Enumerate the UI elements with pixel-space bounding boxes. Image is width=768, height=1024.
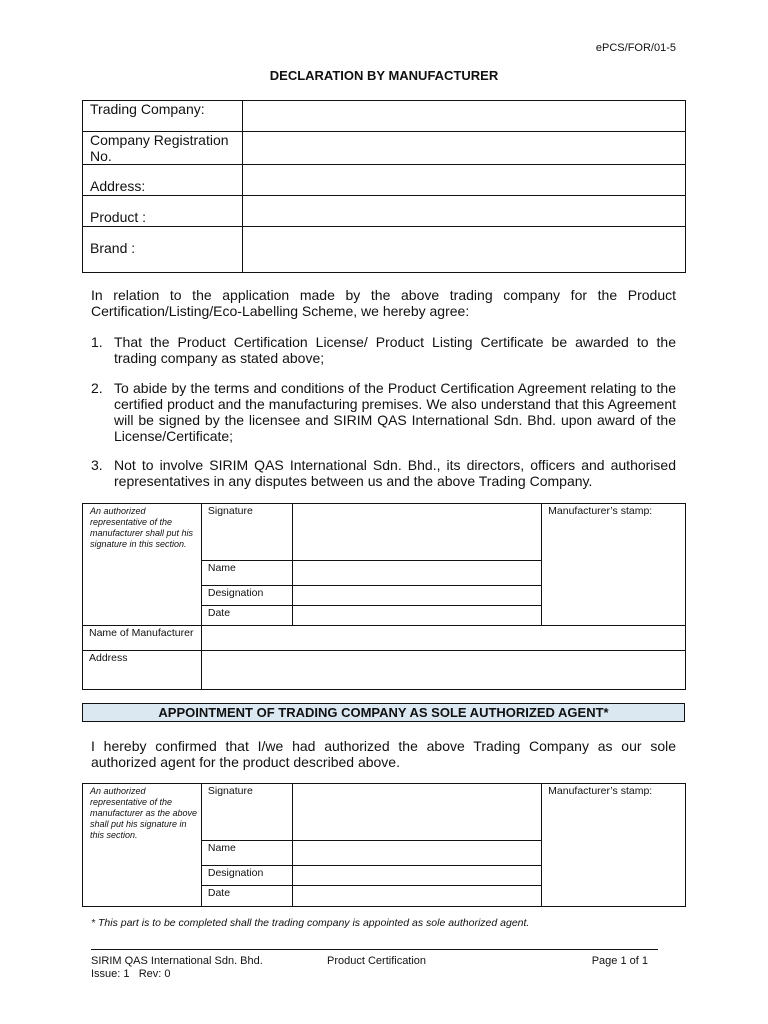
signature-field[interactable] — [292, 784, 541, 841]
date-label: Date — [201, 886, 292, 907]
product-label: Product : — [83, 196, 243, 227]
manufacturer-signature-table — [82, 503, 686, 690]
table-row — [83, 101, 686, 132]
table-row — [83, 784, 686, 841]
address-field[interactable] — [242, 165, 685, 196]
intro-paragraph: In relation to the application made by the above trading company for the Product Certification/Listing/Eco-Labelling Scheme, we hereby agree: — [91, 287, 676, 319]
appointment-paragraph: I hereby confirmed that I/we had authorized the above Trading Company as our sole authorized agent for the product described above. — [91, 738, 676, 770]
table-row — [83, 504, 686, 561]
signature-label: Signature — [201, 784, 292, 841]
list-item-number: 1. — [91, 334, 103, 350]
name-label: Name — [201, 561, 292, 586]
footnote: * This part is to be completed shall the trading company is appointed as sole authorized agent. — [91, 917, 530, 929]
designation-field[interactable] — [292, 866, 541, 886]
table-row — [83, 132, 686, 165]
brand-field[interactable] — [242, 227, 685, 273]
date-field[interactable] — [292, 606, 541, 626]
list-item-text: To abide by the terms and conditions of the Product Certification Agreement relating to the certified product and the manufacturing premises. We also understand that this Agreement will be signed by the licensee and SIRIM QAS International Sdn. Bhd. upon award of the License/Certificate; — [114, 380, 676, 444]
footer-issue: Issue: 1 Rev: 0 — [91, 968, 171, 980]
page-title: DECLARATION BY MANUFACTURER — [269, 68, 499, 83]
designation-field[interactable] — [292, 586, 541, 606]
list-item — [91, 334, 676, 366]
date-label: Date — [201, 606, 292, 626]
list-item — [91, 380, 676, 444]
footer-divider — [91, 949, 658, 950]
table-row — [83, 227, 686, 273]
name-field[interactable] — [292, 841, 541, 866]
signature-field[interactable] — [292, 504, 541, 561]
footer-page-number: Page 1 of 1 — [591, 955, 648, 967]
document-reference: ePCS/FOR/01-5 — [595, 42, 676, 54]
footer-department: Product Certification — [327, 955, 427, 967]
designation-label: Designation — [201, 866, 292, 886]
designation-label: Designation — [201, 586, 292, 606]
company-info-table — [82, 100, 686, 273]
manufacturer-stamp-area[interactable]: Manufacturer’s stamp: — [542, 504, 686, 626]
product-field[interactable] — [242, 196, 685, 227]
manufacturer-address-field[interactable] — [201, 651, 685, 690]
table-row — [83, 626, 686, 651]
registration-no-label: Company Registration No. — [83, 132, 243, 165]
manufacturer-stamp-area[interactable]: Manufacturer’s stamp: — [542, 784, 686, 907]
table-row — [83, 651, 686, 690]
authorization-note: An authorized representative of the manufacturer as the above shall put his signature in this section. — [83, 784, 202, 907]
list-item-number: 3. — [91, 457, 103, 473]
trading-company-field[interactable] — [242, 101, 685, 132]
manufacturer-address-label: Address — [83, 651, 202, 690]
brand-label: Brand : — [83, 227, 243, 273]
table-row — [83, 196, 686, 227]
appointment-banner: APPOINTMENT OF TRADING COMPANY AS SOLE AUTHORIZED AGENT* — [82, 703, 685, 722]
name-label: Name — [201, 841, 292, 866]
table-row — [83, 165, 686, 196]
manufacturer-name-field[interactable] — [201, 626, 685, 651]
list-item-number: 2. — [91, 380, 103, 396]
agent-signature-table — [82, 783, 686, 907]
date-field[interactable] — [292, 886, 541, 907]
footer-company: SIRIM QAS International Sdn. Bhd. — [91, 955, 263, 967]
address-label: Address: — [83, 165, 243, 196]
list-item — [91, 457, 676, 489]
trading-company-label: Trading Company: — [83, 101, 243, 132]
manufacturer-name-label: Name of Manufacturer — [83, 626, 202, 651]
name-field[interactable] — [292, 561, 541, 586]
list-item-text: Not to involve SIRIM QAS International Sdn. Bhd., its directors, officers and authorised representatives in any disputes between us and the above Trading Company. — [114, 457, 676, 489]
list-item-text: That the Product Certification License/ Product Listing Certificate be awarded to the trading company as stated above; — [114, 334, 676, 366]
signature-label: Signature — [201, 504, 292, 561]
registration-no-field[interactable] — [242, 132, 685, 165]
authorization-note: An authorized representative of the manufacturer shall put his signature in this section. — [83, 504, 202, 626]
